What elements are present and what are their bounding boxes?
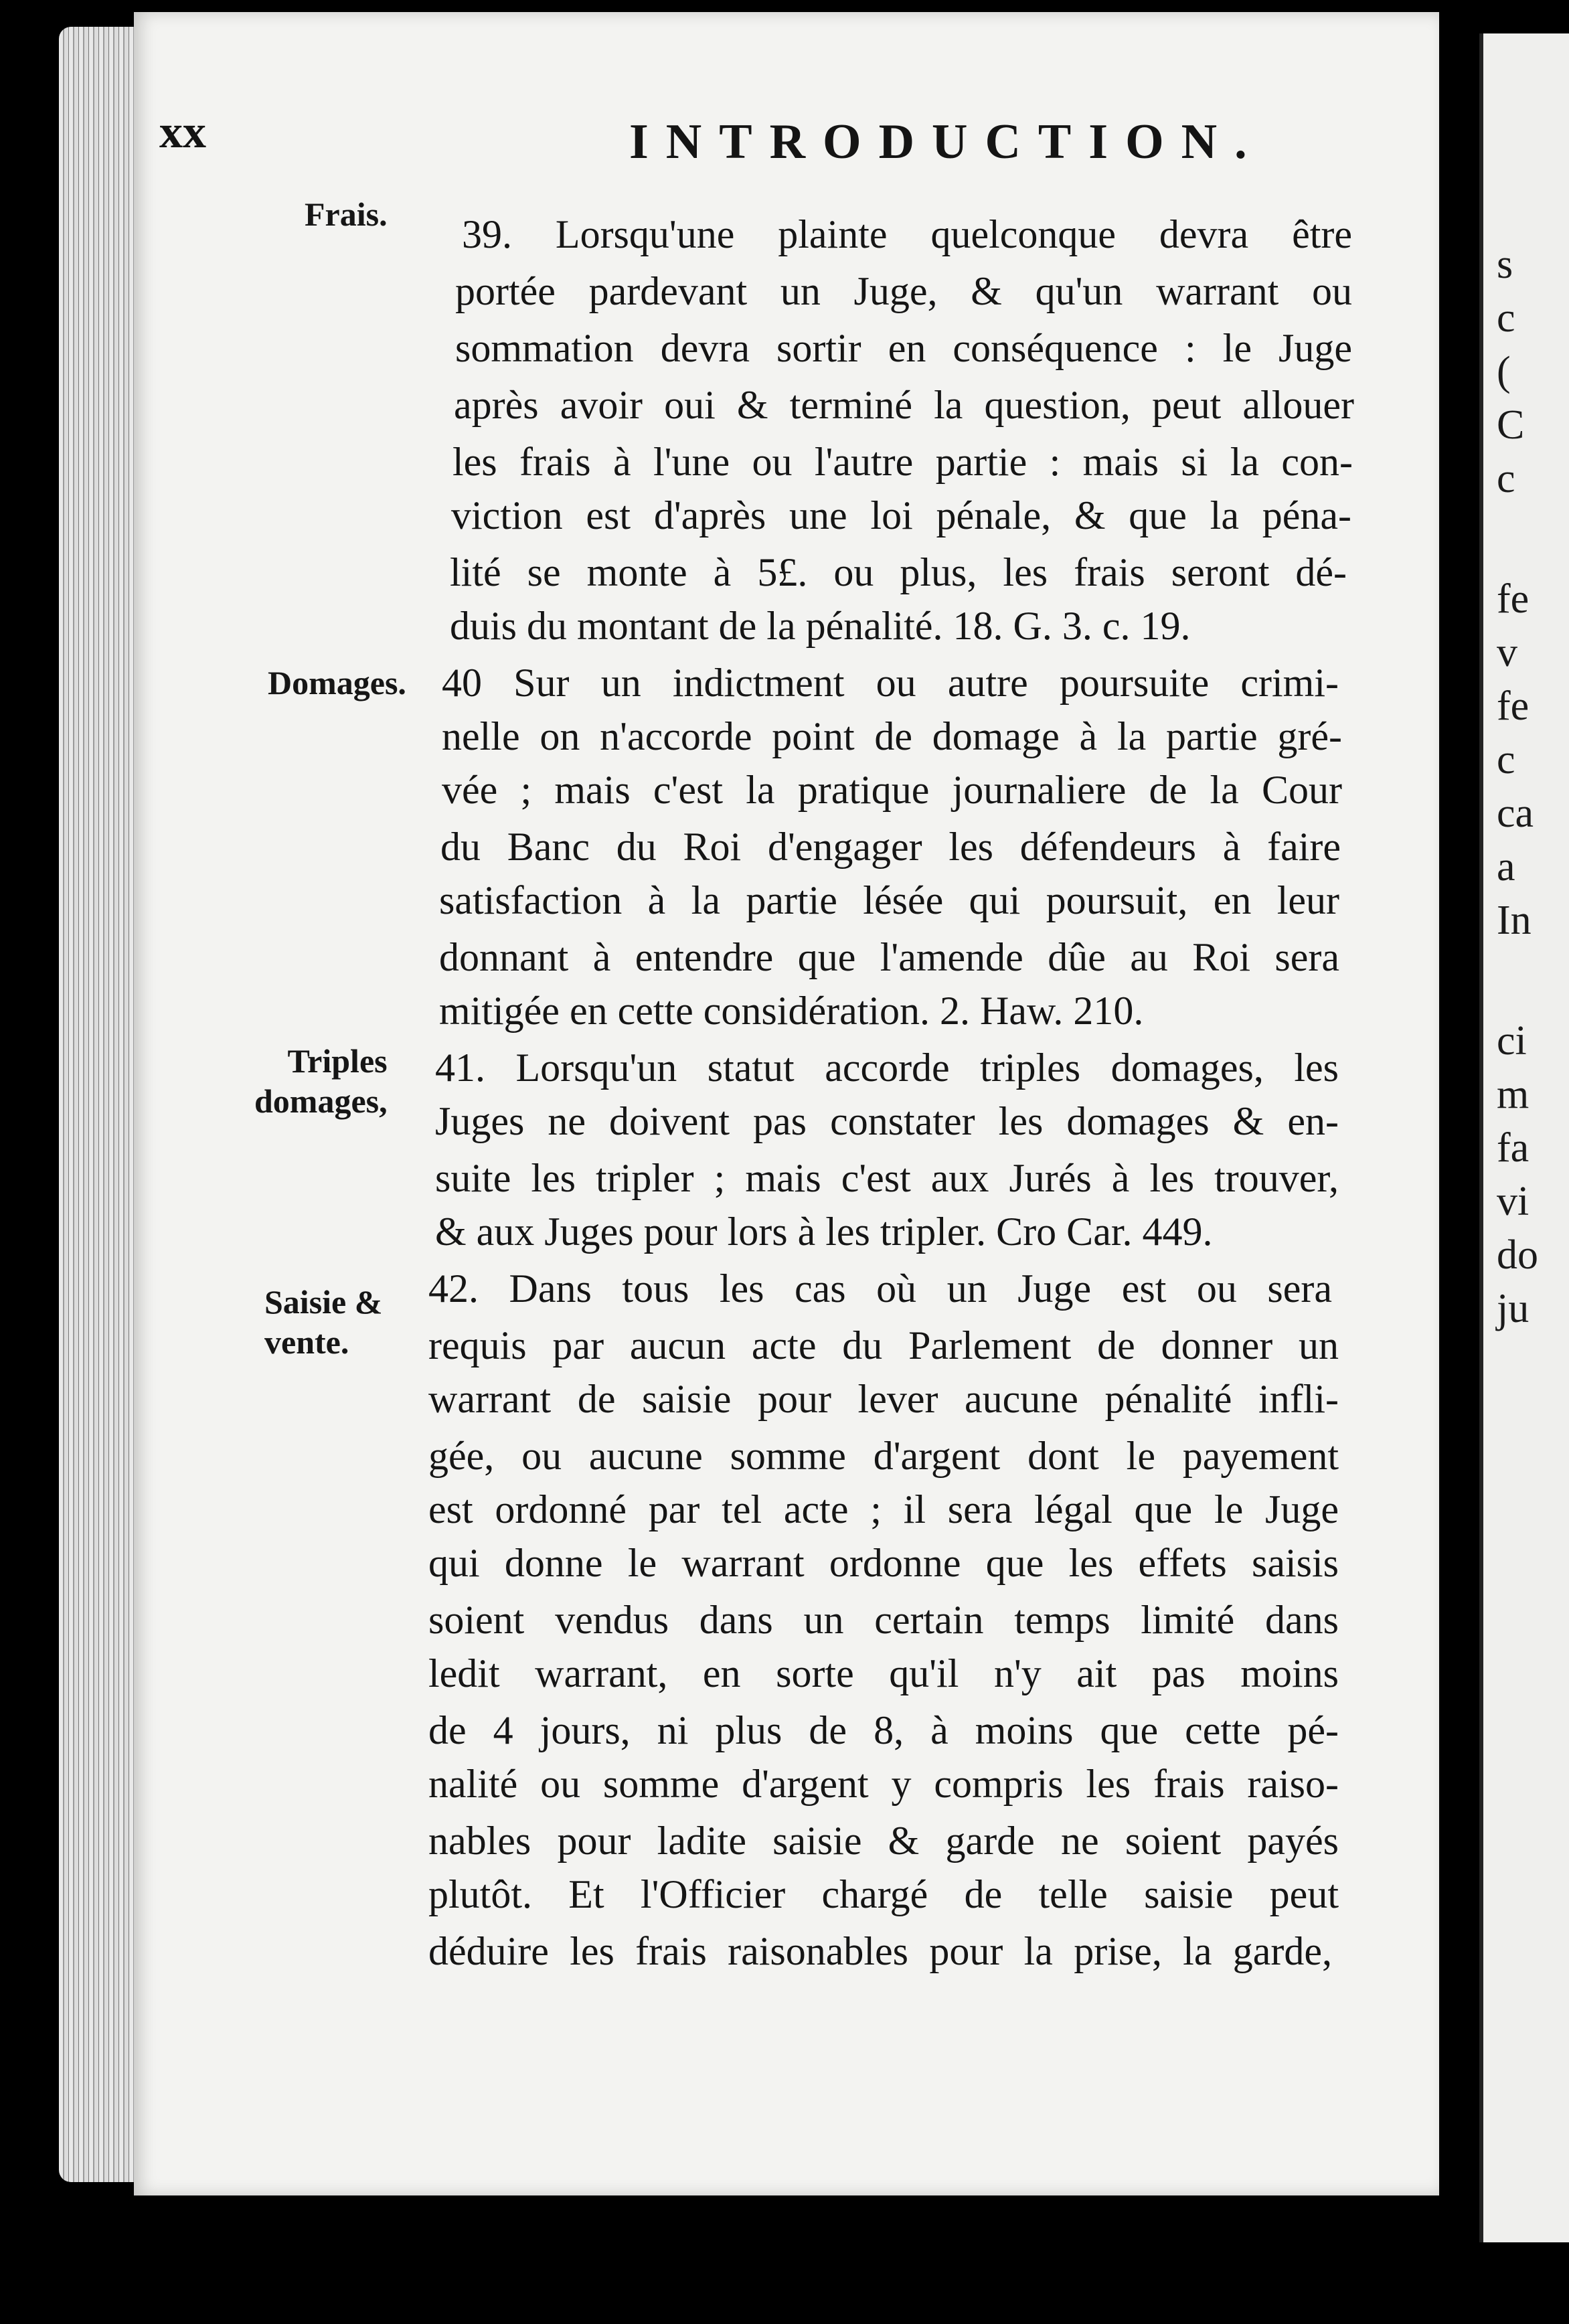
next-page-fragment: c [1497, 737, 1515, 782]
next-page-fragment: do [1497, 1232, 1538, 1278]
margin-note-frais [305, 194, 388, 234]
next-page-fragment: fa [1497, 1125, 1530, 1171]
body-line: nalité ou somme d'argent y compris les frais raiso- [428, 1762, 1339, 1806]
next-page-fragment: vi [1497, 1179, 1530, 1224]
margin-note-line: domages, [254, 1082, 388, 1120]
running-head: INTRODUCTION. [629, 114, 1264, 169]
body-line: 40 Sur un indictment ou autre poursuite crimi- [442, 661, 1339, 705]
body-line: après avoir oui & terminé la question, peut allouer [454, 383, 1354, 427]
next-page-fragment: fe [1497, 576, 1530, 622]
margin-note-line: Frais. [305, 195, 388, 233]
body-line: mitigée en cette considération. 2. Haw. 210. [439, 989, 1144, 1033]
margin-note-line: Triples [287, 1042, 388, 1080]
body-line: requis par aucun acte du Parlement de donner un [428, 1323, 1339, 1367]
body-line: gée, ou aucune somme d'argent dont le payement [428, 1434, 1339, 1478]
body-line: viction est d'après une loi pénale, & que la péna- [451, 493, 1351, 537]
body-line: déduire les frais raisonables pour la prise, la garde, [428, 1929, 1332, 1973]
margin-note-line: Saisie & [264, 1283, 383, 1321]
next-page-fragment: ca [1497, 791, 1534, 836]
next-page-fragment: c [1497, 456, 1515, 501]
margin-note-triples-domages [254, 1041, 388, 1121]
body-line: qui donne le warrant ordonne que les effets saisis [428, 1541, 1339, 1585]
body-line: 39. Lorsqu'une plainte quelconque devra être [462, 212, 1352, 256]
page-edge-stack [59, 27, 139, 2182]
body-line: du Banc du Roi d'engager les défendeurs à faire [440, 825, 1341, 869]
next-page-fragment: c [1497, 295, 1515, 341]
body-line: nelle on n'accorde point de domage à la partie gré- [442, 714, 1342, 758]
body-line: Juges ne doivent pas constater les domages & en- [435, 1099, 1339, 1143]
next-page-fragment: v [1497, 630, 1517, 675]
body-line: donnant à entendre que l'amende dûe au Roi sera [439, 935, 1339, 979]
body-line: portée pardevant un Juge, & qu'un warrant ou [455, 269, 1352, 313]
body-line: suite les tripler ; mais c'est aux Jurés à les trouver, [435, 1156, 1339, 1200]
next-page-fragment: a [1497, 844, 1515, 890]
body-line: & aux Juges pour lors à les tripler. Cro Car. 449. [435, 1210, 1213, 1254]
body-line: vée ; mais c'est la pratique journaliere de la Cour [442, 768, 1342, 812]
body-line: 41. Lorsqu'un statut accorde triples domages, les [435, 1046, 1339, 1090]
body-line: satisfaction à la partie lésée qui poursuit, en leur [439, 878, 1339, 922]
body-line: est ordonné par tel acte ; il sera légal que le Juge [428, 1487, 1339, 1531]
next-page-edge [1479, 33, 1569, 2242]
next-page-fragment: C [1497, 402, 1525, 448]
body-line: les frais à l'une ou l'autre partie : mais si la con- [452, 440, 1353, 484]
body-line: lité se monte à 5£. ou plus, les frais seront dé- [450, 550, 1347, 594]
next-page-fragment: In [1497, 898, 1532, 943]
body-line: sommation devra sortir en conséquence : le Juge [455, 326, 1352, 370]
page-number: xx [159, 106, 206, 158]
body-line: ledit warrant, en sorte qu'il n'y ait pas moins [428, 1651, 1339, 1695]
next-page-fragment: ci [1497, 1018, 1527, 1064]
next-page-fragment: fe [1497, 683, 1530, 729]
body-line: plutôt. Et l'Officier chargé de telle saisie peut [428, 1872, 1339, 1916]
body-line: soient vendus dans un certain temps limité dans [428, 1598, 1339, 1642]
next-page-fragment: s [1497, 242, 1513, 287]
body-line: 42. Dans tous les cas où un Juge est ou sera [428, 1266, 1332, 1311]
next-page-fragment: ( [1497, 349, 1511, 394]
next-page-fragment: ju [1497, 1286, 1530, 1331]
margin-note-line: Domages. [268, 664, 406, 701]
body-line: warrant de saisie pour lever aucune pénalité infli- [428, 1377, 1339, 1421]
body-line: de 4 jours, ni plus de 8, à moins que cette pé- [428, 1708, 1339, 1752]
body-line: nables pour ladite saisie & garde ne soient payés [428, 1819, 1339, 1863]
body-line: duis du montant de la pénalité. 18. G. 3. c. 19. [450, 604, 1191, 648]
next-page-fragment: m [1497, 1072, 1530, 1117]
margin-note-domages [268, 663, 406, 703]
margin-note-saisie-vente [264, 1282, 382, 1362]
margin-note-line: vente. [264, 1323, 349, 1361]
